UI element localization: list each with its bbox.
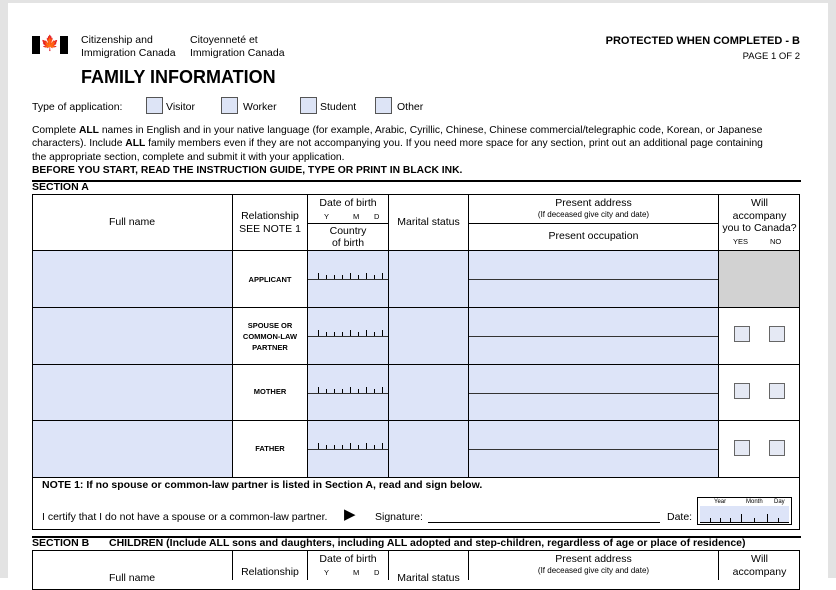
header-d: D <box>374 212 380 221</box>
b-header-m: M <box>353 568 360 577</box>
protected-label: PROTECTED WHEN COMPLETED - B <box>605 35 800 47</box>
section-b-label: SECTION B <box>32 537 90 549</box>
instr-2a: characters). Include <box>32 138 126 150</box>
date-year-label: Year <box>714 499 727 505</box>
mother-yes-checkbox[interactable] <box>734 383 750 399</box>
rel-father: FATHER <box>255 444 285 453</box>
rel-spouse-1: SPOUSE OR <box>247 321 293 330</box>
header-address: Present address <box>555 197 632 209</box>
instr-2b: ALL <box>125 138 146 150</box>
header-m: M <box>353 212 360 221</box>
rel-applicant: APPLICANT <box>248 275 292 284</box>
signature-line[interactable] <box>428 522 660 523</box>
header-country <box>308 225 388 249</box>
date-day-label: Day <box>774 499 785 505</box>
other-label: Other <box>397 101 424 113</box>
instr-4: BEFORE YOU START, READ THE INSTRUCTION GUIDE, TYPE OR PRINT IN BLACK INK. <box>32 164 463 176</box>
b-header-d: D <box>374 568 380 577</box>
mother-name-field[interactable] <box>33 365 232 420</box>
b-header-relationship: Relationship <box>241 566 299 578</box>
header-will-1: Will <box>751 197 768 209</box>
header-full-name: Full name <box>108 216 156 228</box>
other-checkbox[interactable] <box>375 97 392 114</box>
header-yes: YES <box>733 237 749 246</box>
b-header-address-sub: (If deceased give city and date) <box>537 566 650 575</box>
header-occupation: Present occupation <box>548 230 639 242</box>
section-b-title: CHILDREN (Include ALL sons and daughters, including ALL adopted and step-children, regardless of age or place of residence) <box>109 537 746 549</box>
application-type-label: Type of application: <box>32 101 123 113</box>
dept-en-line1: Citizenship and <box>81 34 153 46</box>
date-label: Date: <box>667 511 693 523</box>
header-will-3: you to Canada? <box>722 222 797 234</box>
rel-spouse-2: COMMON-LAW <box>242 332 298 341</box>
header-country-1: Country <box>329 225 367 237</box>
dept-en <box>81 34 176 60</box>
header-y: Y <box>324 212 330 221</box>
section-a-label: SECTION A <box>32 181 89 193</box>
instr-3: the appropriate section, complete and submit it with your application. <box>32 151 345 163</box>
header-country-2: of birth <box>331 237 365 249</box>
note-1: NOTE 1: If no spouse or common-law partner is listed in Section A, read and sign below. <box>42 479 483 491</box>
father-no-checkbox[interactable] <box>769 440 785 456</box>
father-marital-field[interactable] <box>389 421 468 477</box>
instructions <box>32 124 807 177</box>
b-header-will <box>719 553 800 578</box>
spouse-no-checkbox[interactable] <box>769 326 785 342</box>
dept-en-line2: Immigration Canada <box>81 47 176 59</box>
instr-2c: family members even if they are not accompanying you. If you need more space for any section, print out an additional page containing <box>145 138 763 150</box>
b-header-will-2: accompany <box>732 565 787 578</box>
header-marital: Marital status <box>397 216 460 228</box>
spouse-name-field[interactable] <box>33 308 232 364</box>
worker-label: Worker <box>243 101 277 113</box>
page-title: FAMILY INFORMATION <box>81 67 276 87</box>
certify-text: I certify that I do not have a spouse or a common-law partner. <box>42 511 328 523</box>
instr-1b: ALL <box>78 125 99 136</box>
arrow-icon: ▶ <box>344 506 356 523</box>
worker-checkbox[interactable] <box>221 97 238 114</box>
dept-fr-line1: Citoyenneté et <box>190 34 258 46</box>
visitor-checkbox[interactable] <box>146 97 163 114</box>
rel-spouse-3: PARTNER <box>252 343 288 352</box>
canada-flag-icon: 🍁 <box>32 36 68 54</box>
b-header-y: Y <box>324 568 330 577</box>
header-address-sub: (If deceased give city and date) <box>537 210 650 219</box>
instr-1a: Complete <box>32 125 79 136</box>
dept-fr-line2: Immigration Canada <box>190 47 285 59</box>
spouse-yes-checkbox[interactable] <box>734 326 750 342</box>
mother-marital-field[interactable] <box>389 365 468 420</box>
date-month-label: Month <box>746 499 763 505</box>
b-header-marital: Marital status <box>397 572 460 584</box>
header-will-2: accompany <box>732 209 787 222</box>
father-yes-checkbox[interactable] <box>734 440 750 456</box>
header-relationship-2: SEE NOTE 1 <box>239 223 301 235</box>
rel-spouse <box>233 320 307 353</box>
applicant-name-field[interactable] <box>33 251 232 307</box>
page-number: PAGE 1 OF 2 <box>742 51 800 62</box>
date-input[interactable] <box>700 506 789 522</box>
header-relationship <box>233 210 307 236</box>
b-header-address: Present address <box>555 553 632 565</box>
applicant-marital-field[interactable] <box>389 251 468 307</box>
student-label: Student <box>320 101 357 113</box>
header-relationship-1: Relationship <box>241 210 299 222</box>
spouse-marital-field[interactable] <box>389 308 468 364</box>
applicant-accompany-na <box>719 251 799 307</box>
header-will-accompany <box>719 197 800 235</box>
rel-mother: MOTHER <box>253 387 287 396</box>
b-header-will-1: Will <box>751 553 768 565</box>
header-dob: Date of birth <box>319 197 377 209</box>
b-header-dob: Date of birth <box>319 553 377 565</box>
visitor-label: Visitor <box>166 101 195 113</box>
b-header-full-name: Full name <box>108 572 156 584</box>
signature-label: Signature: <box>375 511 423 523</box>
student-checkbox[interactable] <box>300 97 317 114</box>
instr-1c: names in English and in your native language (for example, Arabic, Cyrillic, Chinese, Chinese commercial/telegraphic code, Korean, or Japanese <box>98 125 763 136</box>
header-no: NO <box>770 237 782 246</box>
father-name-field[interactable] <box>33 421 232 477</box>
dept-fr <box>190 34 285 60</box>
mother-no-checkbox[interactable] <box>769 383 785 399</box>
